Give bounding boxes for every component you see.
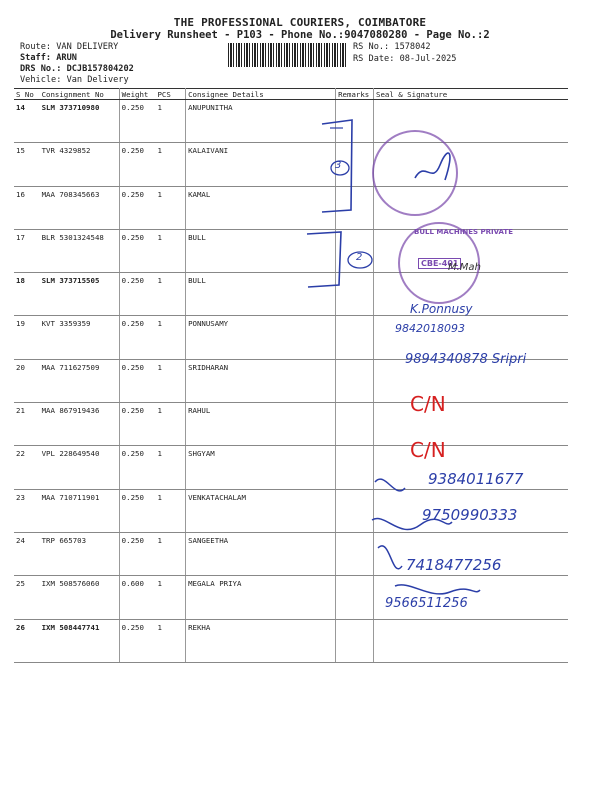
cell-consignment: IXM 508576060 [40, 576, 120, 619]
cell-consignment: MAA 710711901 [40, 489, 120, 532]
cell-sno: 22 [14, 446, 40, 489]
cell-consignee: ANUPUNITHA [186, 100, 336, 143]
cell-pcs: 1 [155, 143, 185, 186]
cell-weight: 0.600 [119, 576, 155, 619]
route-line: Route: VAN DELIVERY [20, 42, 119, 52]
cell-sno: 26 [14, 619, 40, 662]
drs-line: DRS No.: DCJB157804202 [20, 64, 134, 74]
cell-pcs: 1 [155, 316, 185, 359]
cn-mark-row-22: C/N [410, 438, 446, 462]
phone-row-23: 9384011677 [428, 470, 524, 488]
vehicle-line: Vehicle: Van Delivery [20, 75, 129, 85]
phone-row-26: 9566511256 [385, 596, 468, 611]
staff-line: Staff: ARUN [20, 53, 77, 63]
cell-consignee: SHGYAM [186, 446, 336, 489]
company-seal-stamp-1 [372, 130, 458, 216]
cell-pcs: 1 [155, 273, 185, 316]
cell-pcs: 1 [155, 489, 185, 532]
cell-pcs: 1 [155, 619, 185, 662]
cell-sno: 16 [14, 186, 40, 229]
col-seal-signature: Seal & Signature [374, 89, 568, 100]
col-remarks: Remarks [336, 89, 374, 100]
cell-pcs: 1 [155, 359, 185, 402]
cell-weight: 0.250 [119, 489, 155, 532]
company-title: THE PROFESSIONAL COURIERS, COIMBATORE [173, 16, 427, 29]
cell-weight: 0.250 [119, 186, 155, 229]
cell-sno: 15 [14, 143, 40, 186]
signature-row-19-phone: 9842018093 [395, 322, 465, 335]
col-pcs: PCS [155, 89, 185, 100]
phone-row-24: 9750990333 [422, 506, 518, 524]
col-consignment: Consignment No [40, 89, 120, 100]
cell-consignment: VPL 228649540 [40, 446, 120, 489]
cell-consignment: TVR 4329852 [40, 143, 120, 186]
cell-sno: 17 [14, 229, 40, 272]
cell-consignment: BLR 5301324548 [40, 229, 120, 272]
cell-weight: 0.250 [119, 273, 155, 316]
cell-weight: 0.250 [119, 619, 155, 662]
cell-consignee: VENKATACHALAM [186, 489, 336, 532]
cell-consignee: SRIDHARAN [186, 359, 336, 402]
cell-weight: 0.250 [119, 532, 155, 575]
cell-consignment: MAA 867919436 [40, 403, 120, 446]
cell-consignee: KALAIVANI [186, 143, 336, 186]
cell-pcs: 1 [155, 446, 185, 489]
cell-sno: 14 [14, 100, 40, 143]
cell-consignee: BULL [186, 229, 336, 272]
cell-weight: 0.250 [119, 143, 155, 186]
cell-weight: 0.250 [119, 316, 155, 359]
cell-consignment: SLM 373715505 [40, 273, 120, 316]
signature-row-20: 9894340878 Sripri [405, 352, 527, 367]
cell-pcs: 1 [155, 576, 185, 619]
rs-date: RS Date: 08-Jul-2025 [353, 53, 457, 64]
stamp-code: CBE-401 [418, 258, 461, 269]
stamp-ring-text: BULL MACHINES PRIVATE [414, 228, 513, 236]
cell-consignee: PONNUSAMY [186, 316, 336, 359]
cell-sno: 20 [14, 359, 40, 402]
cell-consignee: REKHA [186, 619, 336, 662]
cell-consignee: RAHUL [186, 403, 336, 446]
cell-weight: 0.250 [119, 100, 155, 143]
col-consignee: Consignee Details [186, 89, 336, 100]
signature-row-17: M.Mah [448, 262, 481, 273]
col-weight: Weight [119, 89, 155, 100]
cell-consignee: KAMAL [186, 186, 336, 229]
cell-weight: 0.250 [119, 403, 155, 446]
bracket-rows-17-18 [307, 232, 341, 287]
cell-consignment: MAA 708345663 [40, 186, 120, 229]
cell-weight: 0.250 [119, 446, 155, 489]
cell-sno: 25 [14, 576, 40, 619]
cell-consignee: BULL [186, 273, 336, 316]
cell-pcs: 1 [155, 532, 185, 575]
cell-sno: 23 [14, 489, 40, 532]
cell-sno: 19 [14, 316, 40, 359]
cell-sno: 24 [14, 532, 40, 575]
cell-consignment: TRP 665703 [40, 532, 120, 575]
cell-pcs: 1 [155, 229, 185, 272]
bracket-number-2: 2 [356, 252, 363, 263]
runsheet-subtitle: Delivery Runsheet - P103 - Phone No.:9047080280 - Page No.:2 [110, 29, 490, 41]
bracket-number-1: 3 [335, 160, 342, 171]
cell-sno: 21 [14, 403, 40, 446]
cell-consignment: MAA 711627509 [40, 359, 120, 402]
cell-weight: 0.250 [119, 229, 155, 272]
cell-consignment: SLM 373710980 [40, 100, 120, 143]
signature-row-19-name: K.Ponnusy [410, 302, 473, 316]
signature-stroke-23 [375, 479, 405, 491]
cell-consignee: SANGEETHA [186, 532, 336, 575]
cell-pcs: 1 [155, 100, 185, 143]
cell-consignment: IXM 508447741 [40, 619, 120, 662]
col-sno: S No [14, 89, 40, 100]
cell-consignee: MEGALA PRIYA [186, 576, 336, 619]
signature-stroke-26 [395, 585, 480, 594]
phone-row-25: 7418477256 [406, 556, 502, 574]
cell-weight: 0.250 [119, 359, 155, 402]
cell-consignment: KVT 3359359 [40, 316, 120, 359]
cell-pcs: 1 [155, 186, 185, 229]
cn-mark-row-21: C/N [410, 392, 446, 416]
cell-sno: 18 [14, 273, 40, 316]
signature-stroke-25 [378, 546, 402, 569]
cell-pcs: 1 [155, 403, 185, 446]
rs-number: RS No.: 1578042 [353, 42, 431, 52]
